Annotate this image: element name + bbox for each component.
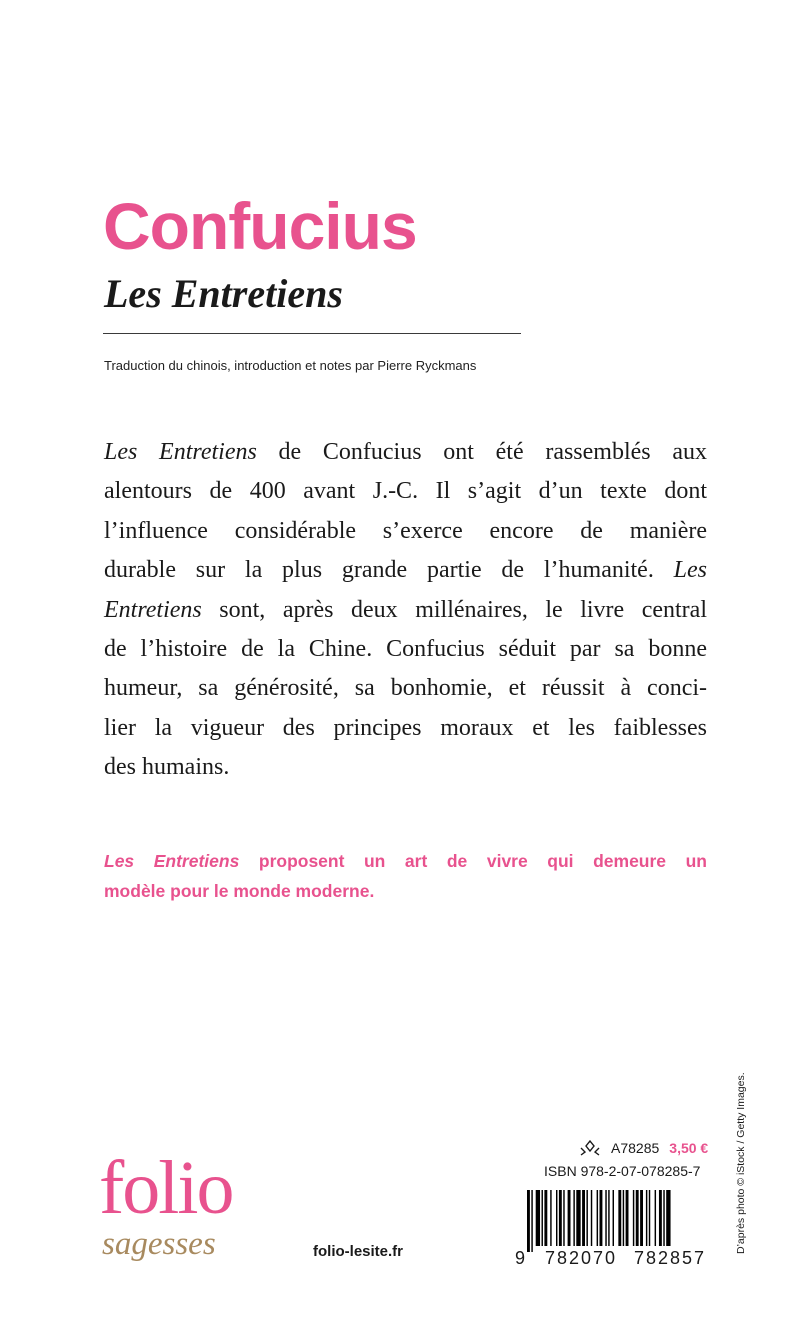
tagline-line: [104, 846, 707, 876]
barcode-bar: [649, 1190, 650, 1246]
folio-category-icon: [579, 1140, 601, 1156]
barcode-bar: [655, 1190, 656, 1246]
blurb-title-italic: Entretiens: [104, 596, 202, 623]
photo-credit: D’après photo © iStock / Getty Images.: [735, 1072, 747, 1254]
barcode-bar: [663, 1190, 664, 1246]
barcode-bar: [576, 1190, 580, 1246]
barcode-bar: [550, 1190, 551, 1246]
barcode-bar: [527, 1190, 530, 1252]
barcode-bar: [659, 1190, 662, 1246]
barcode-bar: [568, 1190, 571, 1246]
barcode-bar: [556, 1190, 557, 1246]
tagline-title-italic: Les Entretiens: [104, 851, 240, 871]
blurb-line: de l’histoire de la Chine. Confucius séduit par sa bonne: [104, 636, 707, 663]
blurb-line: des humains.: [104, 754, 230, 781]
barcode-bar: [636, 1190, 639, 1246]
blurb-title-italic: Les Entretiens: [104, 439, 257, 465]
sagesses-logo: sagesses: [102, 1226, 216, 1262]
barcode-bar: [613, 1190, 614, 1246]
barcode-bar: [666, 1190, 670, 1252]
blurb-line: lier la vigueur des principes moraux et les faiblesses: [104, 714, 707, 741]
tagline-line: modèle pour le monde moderne.: [104, 881, 375, 901]
barcode-first-digit: 9: [515, 1248, 526, 1268]
blurb-line: [104, 433, 707, 472]
barcode-bar: [559, 1190, 562, 1246]
barcode-bar: [646, 1190, 647, 1246]
author-name: Confucius: [103, 189, 417, 263]
barcode-bar: [597, 1190, 598, 1252]
barcode-bar: [623, 1190, 624, 1246]
publisher-website: folio-lesite.fr: [313, 1243, 404, 1260]
isbn-label: ISBN 978-2-07-078285-7: [544, 1163, 701, 1179]
barcode-bar: [544, 1190, 547, 1246]
tagline: [104, 846, 707, 906]
folio-logo: folio: [99, 1146, 233, 1230]
barcode-bar: [626, 1190, 629, 1246]
barcode-bar: [591, 1190, 592, 1246]
barcode-bar: [536, 1190, 540, 1246]
barcode-bar: [542, 1190, 543, 1246]
barcode-bar: [618, 1190, 621, 1246]
blurb-title-italic: Les: [673, 557, 707, 584]
barcode-bar: [605, 1190, 606, 1246]
title-divider: [103, 333, 521, 334]
product-code: A78285: [611, 1140, 660, 1156]
blurb-line: [104, 591, 707, 630]
translation-credit: Traduction du chinois, introduction et notes par Pierre Ryckmans: [104, 358, 477, 373]
barcode-bar: [608, 1190, 609, 1246]
barcode-bar: [586, 1190, 587, 1246]
blurb-line-text: de Confucius ont été rassemblés aux: [278, 439, 707, 465]
barcode-bar: [582, 1190, 585, 1246]
blurb-line: humeur, sa générosité, sa bonhomie, et réussit à conci-: [104, 675, 707, 702]
barcode-bar: [531, 1190, 532, 1252]
book-title: Les Entretiens: [104, 271, 343, 316]
product-code-line: [579, 1136, 708, 1160]
barcode-left-group: 782070: [545, 1248, 618, 1268]
barcode-bar: [600, 1190, 603, 1252]
blurb-line-text: durable sur la plus grande partie de l’humanité.: [104, 557, 654, 584]
barcode-digits: [514, 1246, 719, 1270]
blurb-line: l’influence considérable s’exerce encore de manière: [104, 517, 707, 544]
blurb-line-text: sont, après deux millénaires, le livre central: [219, 596, 707, 623]
blurb-line: [104, 551, 707, 590]
price-label: 3,50 €: [669, 1140, 709, 1156]
barcode-bar: [573, 1190, 574, 1246]
barcode-bars: [525, 1190, 715, 1252]
blurb-paragraph: [104, 433, 707, 788]
barcode-bar: [640, 1190, 643, 1246]
blurb-line: alentours de 400 avant J.-C. Il s’agit d’un texte dont: [104, 478, 707, 505]
barcode-right-group: 782857: [634, 1248, 707, 1268]
tagline-line-text: proposent un art de vivre qui demeure un: [258, 851, 707, 871]
barcode: [525, 1190, 715, 1252]
barcode-bar: [563, 1190, 564, 1246]
barcode-bar: [633, 1190, 634, 1246]
